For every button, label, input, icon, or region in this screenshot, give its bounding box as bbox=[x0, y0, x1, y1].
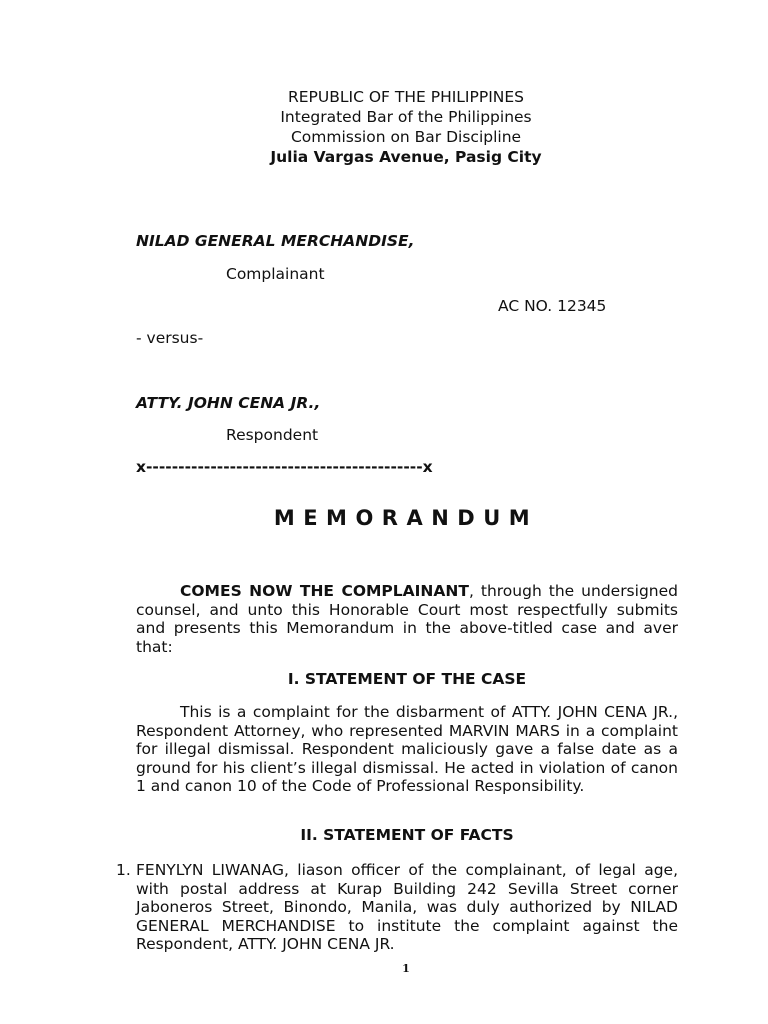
document-header bbox=[0, 87, 768, 167]
versus-label: - versus- bbox=[136, 329, 204, 347]
respondent-name: ATTY. JOHN CENA JR., bbox=[136, 394, 321, 412]
header-ibp: Integrated Bar of the Philippines bbox=[280, 108, 532, 126]
case-number: AC NO. 12345 bbox=[498, 297, 607, 315]
respondent-role: Respondent bbox=[226, 426, 319, 444]
complainant-name: NILAD GENERAL MERCHANDISE, bbox=[136, 232, 415, 250]
memorandum-title: MEMORANDUM bbox=[273, 506, 539, 530]
page-number: 1 bbox=[402, 962, 410, 975]
intro-lead: COMES NOW THE COMPLAINANT bbox=[180, 582, 469, 600]
intro-text: , through the undersigned counsel, and unto this Honorable Court most respectfully submits and presents this Memorandum in the above-titled case and aver that: bbox=[136, 582, 678, 656]
complainant-role: Complainant bbox=[226, 265, 325, 283]
statement-of-case-heading: I. STATEMENT OF THE CASE bbox=[287, 670, 527, 688]
header-commission: Commission on Bar Discipline bbox=[290, 128, 522, 146]
intro-paragraph bbox=[136, 582, 678, 656]
header-republic: REPUBLIC OF THE PHILIPPINES bbox=[287, 88, 524, 106]
statement-of-case-text: This is a complaint for the disbarment of ATTY. JOHN CENA JR., Respondent Attorney, who represented MARVIN MARS in a complaint for illegal dismissal. Respondent maliciously gave a false date as a ground for his client’s illegal dismissal. He acted in violation of canon 1 and canon 10 of the Code of Professional Responsibility. bbox=[136, 703, 678, 796]
fact-number: 1. bbox=[116, 861, 131, 879]
caption-divider: x-------------------------------------------x bbox=[136, 458, 433, 476]
fact-text: FENYLYN LIWANAG, liason officer of the complainant, of legal age, with postal address at Kurap Building 242 Sevilla Street corner Jaboneros Street, Binondo, Manila, was duly authorized by NILAD GENERAL MERCHANDISE to institute the complaint against the Respondent, ATTY. JOHN CENA JR. bbox=[136, 861, 678, 954]
header-address: Julia Vargas Avenue, Pasig City bbox=[270, 148, 542, 166]
statement-of-facts-heading: II. STATEMENT OF FACTS bbox=[300, 826, 514, 844]
